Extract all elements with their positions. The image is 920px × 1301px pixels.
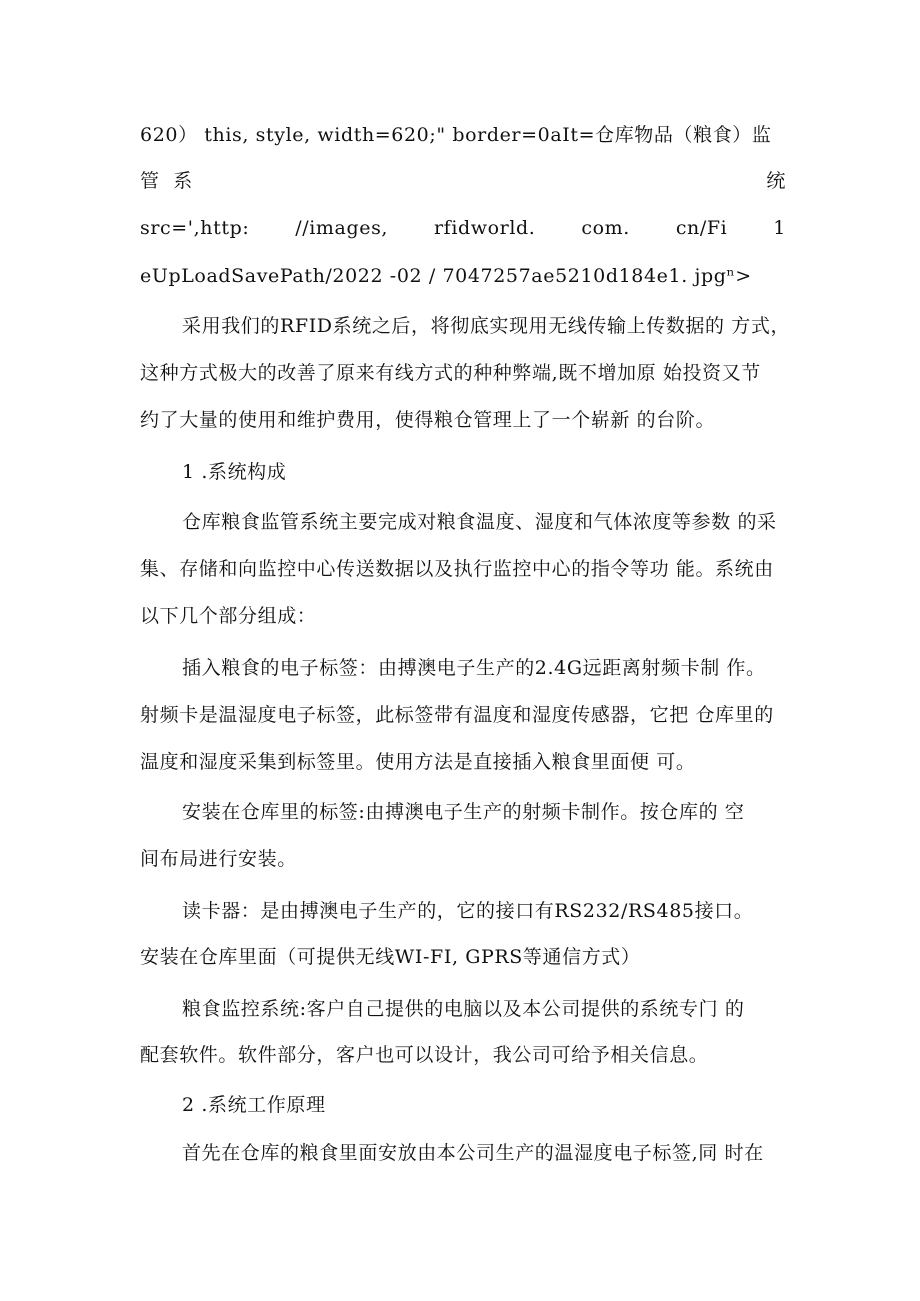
html-remnant-word: 1 (773, 217, 786, 239)
section-1-p2-line-2: 射频卡是温湿度电子标签，此标签带有温度和湿度传感器，它把 仓库里的 (140, 704, 774, 726)
html-remnant-line-3 (140, 214, 786, 242)
section-1-heading: 1 .系统构成 (182, 461, 287, 483)
html-remnant-word: 系 (173, 170, 193, 192)
intro-line-2: 这种方式极大的改善了原来有线方式的种种弊端,既不增加原 始投资又节 (140, 362, 761, 384)
section-1-p1-line-3: 以下几个部分组成： (140, 605, 317, 627)
html-remnant-line-1: 620） this, style, width=620;" border=0aIt=仓库物品（粮食）监 (140, 124, 772, 146)
section-1-p5-line-2: 配套软件。软件部分，客户也可以设计，我公司可给予相关信息。 (140, 1044, 709, 1066)
section-1-p5-line-1: 粮食监控系统:客户自己提供的电脑以及本公司提供的系统专门 的 (182, 998, 745, 1020)
section-1-p2-line-1: 插入粮食的电子标签：由搏澳电子生产的2.4G远距离射频卡制 作。 (182, 657, 766, 679)
section-1-p4-line-1: 读卡器：是由搏澳电子生产的，它的接口有RS232/RS485接口。 (182, 900, 754, 922)
section-1-p1-line-2: 集、存储和向监控中心传送数据以及执行监控中心的指令等功 能。系统由 (140, 558, 774, 580)
html-remnant-word: rfidworld. (434, 217, 536, 239)
html-remnant-word: cn/Fi (675, 217, 728, 239)
section-2-p1-line-1: 首先在仓库的粮食里面安放由本公司生产的温湿度电子标签,同 时在 (182, 1142, 764, 1164)
section-1-p3-line-1: 安装在仓库里的标签:由搏澳电子生产的射频卡制作。按仓库的 空 (182, 801, 745, 823)
html-remnant-word: //images, (295, 217, 389, 239)
html-remnant-word: 统 (766, 170, 786, 192)
section-2-heading: 2 .系统工作原理 (182, 1094, 326, 1116)
html-remnant-line-2 (140, 167, 786, 195)
html-remnant-word: com. (581, 217, 630, 239)
html-remnant-word: 管 (140, 170, 160, 192)
section-1-p3-line-2: 间布局进行安装。 (140, 848, 297, 870)
intro-line-1: 采用我们的RFID系统之后，将彻底实现用无线传输上传数据的 方式， (182, 315, 791, 337)
section-1-p1-line-1: 仓库粮食监管系统主要完成对粮食温度、湿度和气体浓度等参数 的采 (182, 511, 777, 533)
section-1-p4-line-2: 安装在仓库里面（可提供无线WI-FI, GPRS等通信方式） (140, 946, 641, 968)
html-remnant-word: src=',http: (140, 217, 250, 239)
intro-line-3: 约了大量的使用和维护费用，使得粮仓管理上了一个崭新 的台阶。 (140, 409, 716, 431)
html-remnant-line-4: eUpLoadSavePath/2022 -02 / 7047257ae5210d184e1. jpgⁿ> (140, 265, 752, 287)
section-1-p2-line-3: 温度和湿度采集到标签里。使用方法是直接插入粮食里面便 可。 (140, 751, 696, 773)
